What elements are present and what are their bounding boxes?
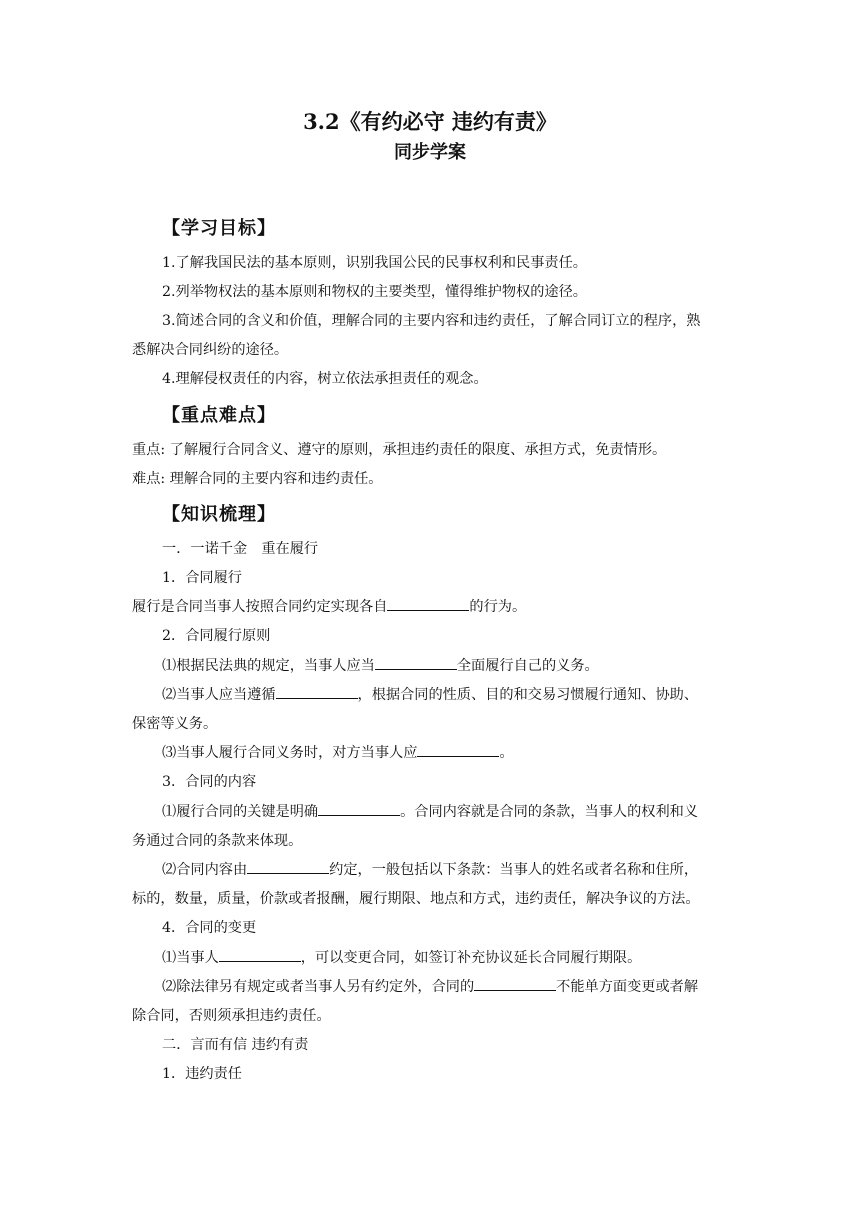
s2-p1 <box>162 656 599 676</box>
difficult-point: 难点: 理解合同的主要内容和违约责任。 <box>132 471 383 487</box>
s3-p1 <box>162 802 698 822</box>
page-title: 3.2《有约必守 违约有责》 <box>303 109 557 134</box>
fill-blank[interactable] <box>375 656 457 670</box>
s3-p1-b: 。合同内容就是合同的条款，当事人的权利和义 <box>400 804 699 820</box>
s1-text-b: 的行为。 <box>469 599 527 615</box>
s2-p1-a: ⑴根据民法典的规定，当事人应当 <box>162 658 375 674</box>
fill-blank[interactable] <box>417 743 499 757</box>
page-subtitle: 同步学案 <box>394 142 466 163</box>
objective-2: 2.列举物权法的基本原则和物权的主要类型，懂得维护物权的途径。 <box>162 284 587 300</box>
objective-4: 4.理解侵权责任的内容，树立依法承担责任的观念。 <box>162 371 488 387</box>
s3-p1-a: ⑴履行合同的关键是明确 <box>162 804 319 820</box>
s1-text <box>132 597 526 617</box>
p2s1-title: 1．违约责任 <box>162 1066 242 1082</box>
s2-p3 <box>162 743 514 763</box>
objectives-heading: 【学习目标】 <box>162 218 276 239</box>
s1-text-a: 履行是合同当事人按照合同约定实现各自 <box>132 599 388 615</box>
s4-p2-b: 不能单方面变更或者解 <box>556 979 699 995</box>
s4-p2 <box>162 977 698 997</box>
s4-p1-a: ⑴当事人 <box>162 950 219 966</box>
s2-p2-cont: 保密等义务。 <box>132 716 218 732</box>
s4-p1 <box>162 948 641 968</box>
fill-blank[interactable] <box>318 802 400 816</box>
s3-title: 3．合同的内容 <box>162 774 257 790</box>
fill-blank[interactable] <box>276 685 358 699</box>
part1-title: 一．一诺千金 重在履行 <box>162 541 319 557</box>
s1-title: 1．合同履行 <box>162 570 242 586</box>
objective-1: 1.了解我国民法的基本原则，识别我国公民的民事权利和民事责任。 <box>162 255 587 271</box>
s2-p2 <box>162 685 698 705</box>
s3-p2-a: ⑵合同内容由 <box>162 862 248 878</box>
fill-blank[interactable] <box>474 977 556 991</box>
objective-3: 3.简述合同的含义和价值，理解合同的主要内容和违约责任，了解合同订立的程序，熟 <box>162 313 701 329</box>
s2-p2-a: ⑵当事人应当遵循 <box>162 687 276 703</box>
s3-p2-cont: 标的，数量，质量，价款或者报酬，履行期限、地点和方式，违约责任，解决争议的方法。 <box>132 891 700 907</box>
s2-p2-b: ，根据合同的性质、目的和交易习惯履行通知、协助、 <box>357 687 699 703</box>
objective-3-cont: 悉解决合同纠纷的途径。 <box>132 342 289 358</box>
s4-title: 4．合同的变更 <box>162 920 257 936</box>
s4-p2-cont: 除合同，否则须承担违约责任。 <box>132 1008 331 1024</box>
s4-p1-b: ，可以变更合同，如签订补充协议延长合同履行期限。 <box>300 950 642 966</box>
s2-p1-b: 全面履行自己的义务。 <box>456 658 599 674</box>
fill-blank[interactable] <box>247 860 329 874</box>
s2-p3-b: 。 <box>499 745 514 761</box>
s3-p1-cont: 务通过合同的条款来体现。 <box>132 833 303 849</box>
fill-blank[interactable] <box>387 597 469 611</box>
s2-title: 2．合同履行原则 <box>162 628 271 644</box>
knowledge-heading: 【知识梳理】 <box>162 504 276 525</box>
keypoints-heading: 【重点难点】 <box>162 405 276 426</box>
s4-p2-a: ⑵除法律另有规定或者当事人另有约定外，合同的 <box>162 979 475 995</box>
s3-p2-b: 约定，一般包括以下条款：当事人的姓名或者名称和住所， <box>329 862 699 878</box>
part2-title: 二．言而有信 违约有责 <box>162 1037 309 1053</box>
s3-p2 <box>162 860 698 880</box>
s2-p3-a: ⑶当事人履行合同义务时，对方当事人应 <box>162 745 418 761</box>
key-point: 重点: 了解履行合同含义、遵守的原则，承担违约责任的限度、承担方式，免责情形。 <box>132 442 667 458</box>
fill-blank[interactable] <box>219 948 301 962</box>
